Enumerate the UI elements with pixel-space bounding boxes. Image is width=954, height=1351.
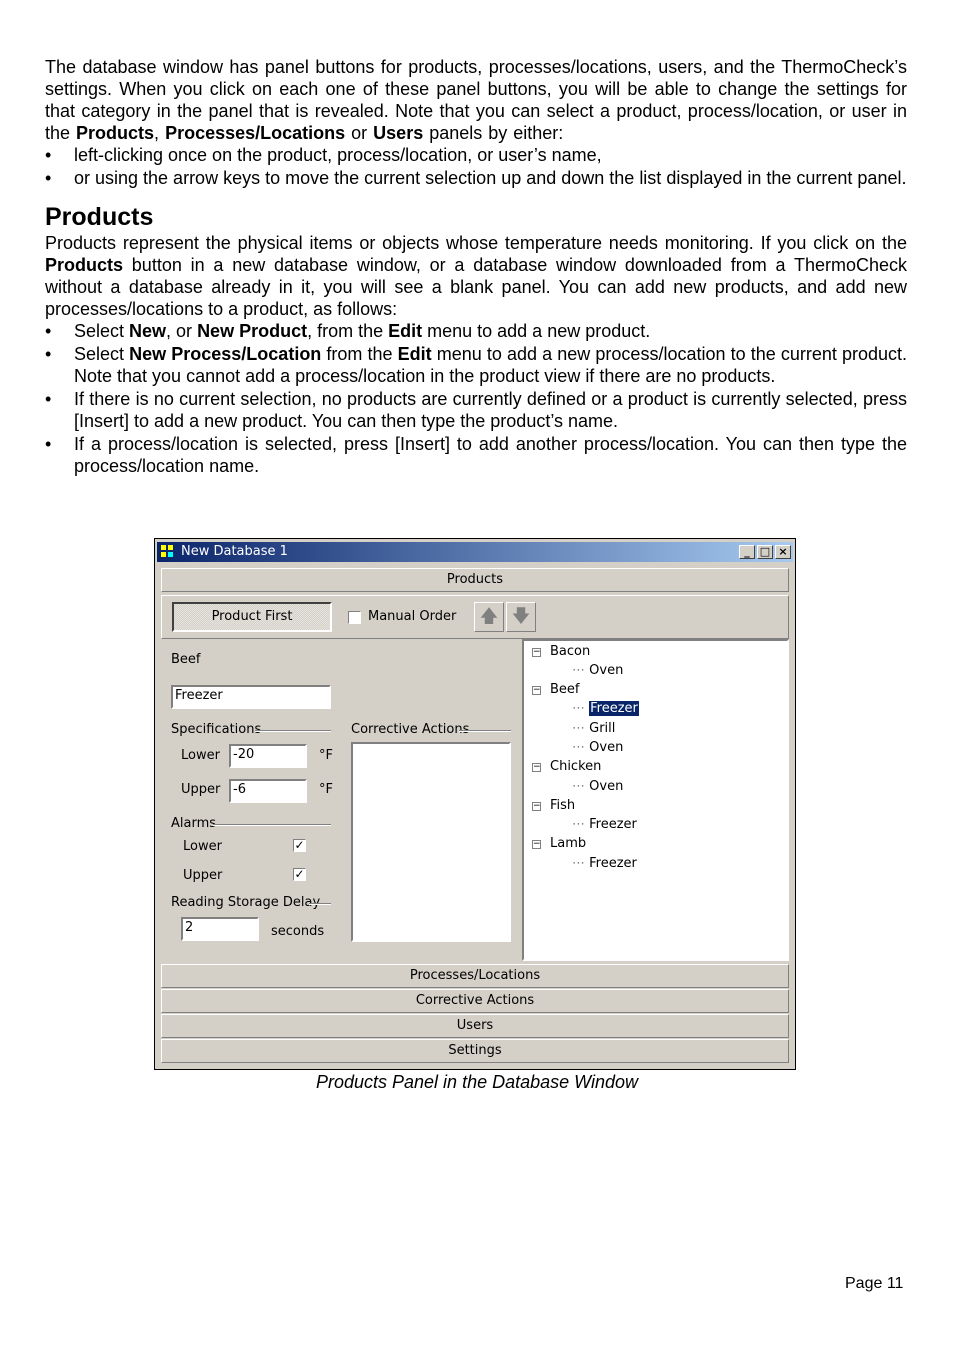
alarms-divider: [213, 824, 331, 826]
alarm-lower-label: Lower: [183, 839, 222, 854]
tree-product-lamb[interactable]: Lamb: [550, 836, 587, 851]
move-up-button[interactable]: [474, 602, 504, 632]
tree-process-item[interactable]: ⋯ Oven: [572, 779, 624, 794]
tree-connector-icon: ⋯: [572, 817, 590, 832]
alarm-lower-checkbox[interactable]: [293, 839, 306, 852]
products-bullet-list: [45, 320, 907, 477]
tree-connector-icon: ⋯: [572, 701, 590, 716]
products-panel-button[interactable]: Products: [161, 568, 789, 592]
processes-panel-button[interactable]: Processes/Locations: [161, 964, 789, 988]
corrective-actions-list[interactable]: [351, 742, 511, 942]
storage-delay-field[interactable]: 2: [181, 917, 259, 941]
corrective-actions-panel-button[interactable]: Corrective Actions: [161, 989, 789, 1013]
storage-delay-divider: [309, 903, 331, 905]
tree-connector-icon: ⋯: [572, 663, 590, 678]
product-first-button[interactable]: Product First: [172, 602, 332, 632]
specifications-divider: [255, 730, 331, 732]
tree-connector-icon: ⋯: [572, 721, 590, 736]
collapse-icon[interactable]: −: [533, 685, 541, 695]
manual-order-checkbox[interactable]: [348, 611, 361, 624]
move-down-button[interactable]: [506, 602, 536, 632]
collapse-icon[interactable]: −: [533, 647, 541, 657]
products-bullet: • Select New, or New Product, from the Edit menu to add a new product.: [45, 320, 907, 342]
alarms-label: Alarms: [171, 816, 217, 831]
tree-process-item[interactable]: ⋯ Freezer: [572, 817, 637, 832]
window-title: New Database 1: [181, 544, 288, 559]
tree-product-bacon[interactable]: Bacon: [550, 644, 591, 659]
tree-product-beef[interactable]: Beef: [550, 682, 580, 697]
settings-panel-button[interactable]: Settings: [161, 1039, 789, 1063]
manual-order-label: Manual Order: [368, 609, 457, 624]
collapse-icon[interactable]: −: [533, 839, 541, 849]
tree-process-item[interactable]: ⋯ Freezer: [572, 856, 637, 871]
products-bullet: • If a process/location is selected, press [Insert] to add another process/location. You can then type the process/location name.: [45, 433, 907, 477]
alarm-upper-label: Upper: [183, 868, 223, 883]
document-body: [45, 56, 907, 478]
arrow-down-icon: 🡇: [511, 606, 531, 627]
intro-bullet: • left-clicking once on the product, process/location, or user’s name,: [45, 144, 907, 166]
lower-unit-label: °F: [319, 748, 333, 763]
database-window: [154, 538, 796, 1070]
intro-bullet-list: [45, 144, 907, 189]
figure-caption: Products Panel in the Database Window: [315, 1072, 639, 1092]
app-icon: [161, 545, 175, 559]
product-tree[interactable]: [522, 639, 789, 961]
lower-limit-label: Lower: [181, 748, 220, 763]
tree-product-fish[interactable]: Fish: [550, 798, 576, 813]
tree-process-item[interactable]: ⋯ Grill: [572, 721, 616, 736]
check-mark-icon: ✓: [294, 838, 305, 852]
collapse-icon[interactable]: −: [533, 762, 541, 772]
tree-connector-icon: ⋯: [572, 856, 590, 871]
minimize-button[interactable]: _: [739, 545, 755, 559]
product-name-label: Beef: [171, 652, 201, 667]
tree-connector-icon: ⋯: [572, 779, 590, 794]
check-mark-icon: ✓: [294, 867, 305, 881]
maximize-button[interactable]: □: [757, 545, 773, 559]
page-number: Page 11: [845, 1275, 904, 1292]
intro-paragraph: The database window has panel buttons for products, processes/locations, users, and the ThermoCheck’s settings. When you click on each one of these panel buttons, you will be able to change the settings for that category in the panel that is revealed. Note that you can select a product, process/location, or user in the Products, Processes/Locations or Users panels by either:: [45, 57, 907, 143]
seconds-label: seconds: [271, 924, 325, 939]
upper-unit-label: °F: [319, 782, 333, 797]
tree-process-item[interactable]: ⋯ Oven: [572, 663, 624, 678]
close-button[interactable]: ×: [775, 545, 791, 559]
process-name-field[interactable]: Freezer: [171, 685, 331, 709]
tree-process-item[interactable]: ⋯ Oven: [572, 740, 624, 755]
products-bullet: • If there is no current selection, no products are currently defined or a product is currently selected, press [Insert] to add a new product. You can then type the product’s name.: [45, 388, 907, 432]
lower-limit-field[interactable]: -20: [229, 744, 307, 768]
corrective-actions-divider: [459, 730, 511, 732]
tree-connector-icon: ⋯: [572, 740, 590, 755]
tree-process-item-selected[interactable]: ⋯ Freezer: [572, 701, 638, 716]
products-toolbar: [161, 595, 789, 639]
storage-delay-label: Reading Storage Delay: [171, 895, 321, 910]
collapse-icon[interactable]: −: [533, 801, 541, 811]
title-bar[interactable]: [157, 542, 793, 562]
tree-product-chicken[interactable]: Chicken: [550, 759, 602, 774]
specifications-label: Specifications: [171, 722, 262, 737]
products-paragraph: Products represent the physical items or objects whose temperature needs monitoring. If you click on the Products button in a new database window, or a database window downloaded from a ThermoCheck without a database already in it, you will see a blank panel. You can add new products, and add new processes/locations to a product, as follows:: [45, 233, 907, 319]
users-panel-button[interactable]: Users: [161, 1014, 789, 1038]
arrow-up-icon: 🡅: [479, 606, 499, 627]
upper-limit-field[interactable]: -6: [229, 779, 307, 803]
section-heading: Products: [45, 203, 154, 231]
intro-bullet: • or using the arrow keys to move the current selection up and down the list displayed in the current panel.: [45, 167, 907, 189]
products-bullet: • Select New Process/Location from the Edit menu to add a new process/location to the current product. Note that you cannot add a process/location in the product view if there are no products.: [45, 343, 907, 387]
corrective-actions-label: Corrective Actions: [351, 722, 470, 737]
alarm-upper-checkbox[interactable]: [293, 868, 306, 881]
upper-limit-label: Upper: [181, 782, 221, 797]
